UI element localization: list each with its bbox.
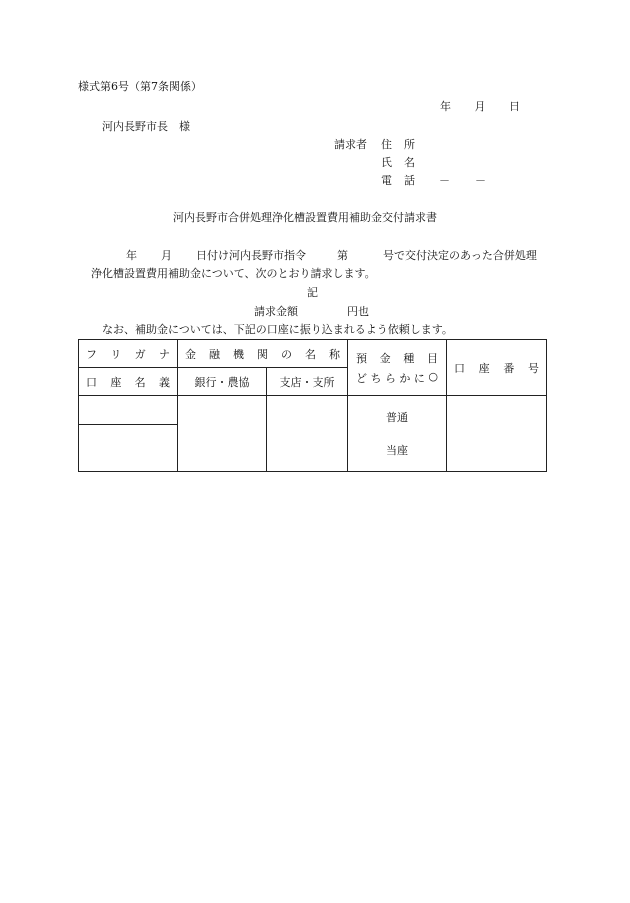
ki-heading: 記 [307,286,318,299]
deposit-type-cell[interactable] [348,396,447,472]
amount-unit: 円也 [347,305,369,318]
institution-header: 金 融 機 関 の 名 称 [178,340,348,368]
account-number-header: 口 座 番 号 [447,340,547,396]
phone-separator: － [439,174,450,187]
body-date-ref: 日付け河内長野市指令 [196,249,306,262]
body-month: 月 [161,249,172,262]
document-title: 河内長野市合併処理浄化槽設置費用補助金交付請求書 [173,211,437,224]
date-line [440,101,520,112]
form-id: 様式第6号（第7条関係） [78,80,202,93]
body-decision: 号で交付決定のあった合併処理 [383,249,537,262]
branch-type-header: 支店・支所 [267,368,348,396]
applicant-role: 請求者 [334,138,367,151]
body-line2: 浄化槽設置費用補助金について、次のとおり請求します。 [91,267,376,280]
bank-account-table [78,339,547,472]
branch-name-cell[interactable] [267,396,348,472]
phone-label: 電 話 [381,174,415,187]
furigana-input-cell[interactable] [79,396,178,425]
amount-label: 請求金額 [254,305,298,318]
body-dai: 第 [337,249,348,262]
bank-name-cell[interactable] [178,396,267,472]
date-month-label: 月 [474,100,486,113]
option-touza: 当座 [386,444,408,457]
furigana-header: フ リ ガ ナ [79,340,178,368]
account-name-header: 口 座 名 義 [79,368,178,396]
address-label: 住 所 [381,138,415,151]
deposit-type-header: 預 金 種 目 ど ち ら か に ○ [348,340,447,396]
transfer-note: なお、補助金については、下記の口座に振り込まれるよう依頼します。 [102,323,453,336]
date-day-label: 日 [509,100,520,113]
date-year-label: 年 [440,100,451,113]
bank-type-header: 銀行・農協 [178,368,267,396]
body-year: 年 [126,249,137,262]
option-futsuu: 普通 [386,411,408,424]
name-label: 氏 名 [381,156,415,169]
account-number-cell[interactable] [447,396,547,472]
account-name-input-cell[interactable] [79,425,178,472]
addressee: 河内長野市長 様 [102,120,190,133]
phone-separator: － [475,174,486,187]
